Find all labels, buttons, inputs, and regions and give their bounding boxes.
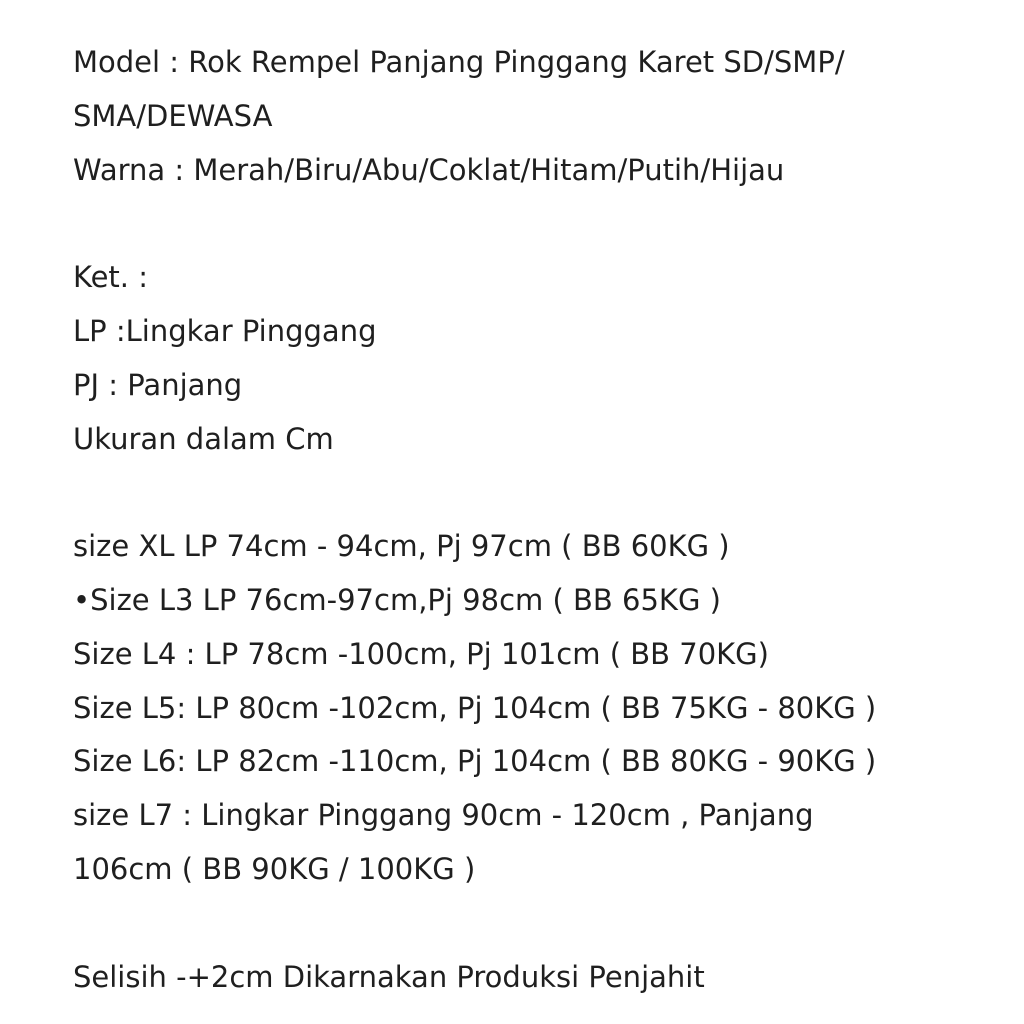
legend-pj: PJ : Panjang bbox=[73, 367, 243, 402]
size-l7-line-1: size L7 : Lingkar Pinggang 90cm - 120cm , Panjang bbox=[73, 798, 814, 833]
legend-unit: Ukuran dalam Cm bbox=[73, 421, 334, 456]
spacer bbox=[73, 897, 973, 951]
color-options-text: Warna : Merah/Biru/Abu/Coklat/Hitam/Putih/Hijau bbox=[73, 152, 785, 187]
size-l3-line: •Size L3 LP 76cm-97cm,Pj 98cm ( BB 65KG ) bbox=[73, 582, 721, 617]
model-text-line-1: Model : Rok Rempel Panjang Pinggang Karet SD/SMP/ bbox=[73, 45, 845, 79]
size-xl-line: size XL LP 74cm - 94cm, Pj 97cm ( BB 60KG ) bbox=[73, 529, 730, 564]
product-description bbox=[73, 36, 973, 1004]
size-l6-line: Size L6: LP 82cm -110cm, Pj 104cm ( BB 80KG - 90KG ) bbox=[73, 744, 877, 779]
spacer bbox=[73, 466, 973, 520]
size-l4-line: Size L4 : LP 78cm -100cm, Pj 101cm ( BB 70KG) bbox=[73, 636, 769, 671]
legend-heading: Ket. : bbox=[73, 260, 148, 295]
legend-lp: LP :Lingkar Pinggang bbox=[73, 313, 377, 348]
size-l7-line-2: 106cm ( BB 90KG / 100KG ) bbox=[73, 851, 476, 886]
tolerance-note: Selisih -+2cm Dikarnakan Produksi Penjahit bbox=[73, 959, 705, 994]
spacer bbox=[73, 197, 973, 251]
size-l5-line: Size L5: LP 80cm -102cm, Pj 104cm ( BB 75KG - 80KG ) bbox=[73, 690, 877, 725]
model-text-line-2: SMA/DEWASA bbox=[73, 98, 273, 133]
